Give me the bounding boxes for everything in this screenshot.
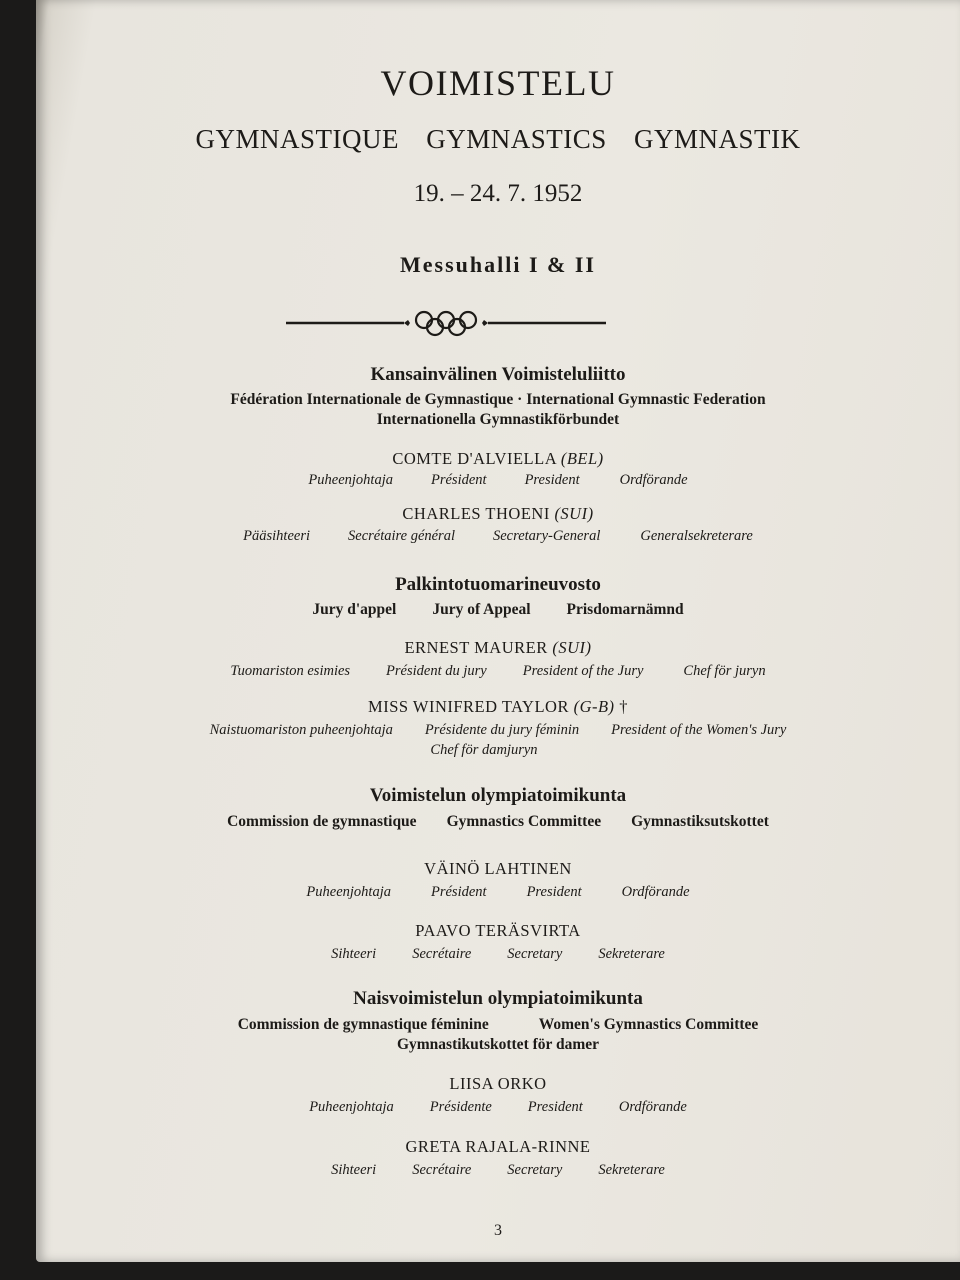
women-committee-person-2-roles (36, 1162, 960, 1179)
committee-person-2-roles (36, 946, 960, 963)
women-committee-person-1-roles (36, 1099, 960, 1116)
venue-title: Messuhalli I & II (400, 252, 596, 277)
women-committee-label-en: Women's Gymnastics Committee (538, 1016, 759, 1033)
person-name: LIISA ORKO (449, 1074, 547, 1093)
jury-person-2 (36, 697, 960, 717)
role-en: Secretary (507, 946, 563, 962)
role-fr: Président (431, 472, 487, 488)
person-country: (SUI) (552, 638, 592, 657)
role-fr: Président du jury (386, 663, 487, 679)
jury-label-fr: Jury d'appel (312, 601, 397, 618)
person-name: VÄINÖ LAHTINEN (424, 859, 572, 878)
page-title: VOIMISTELU (380, 63, 616, 103)
role-fi: Naistuomariston puheenjohtaja (209, 722, 393, 738)
person-name: ERNEST MAURER (404, 638, 548, 657)
document-page (36, 0, 960, 1262)
person-country: (G-B) (573, 697, 615, 716)
women-committee-label-fr: Commission de gymnastique féminine (237, 1016, 489, 1033)
page-subtitle: GYMNASTIQUE GYMNASTICS GYMNASTIK (195, 124, 801, 154)
role-fi: Puheenjohtaja (306, 884, 391, 900)
role-fi: Puheenjohtaja (309, 1099, 394, 1115)
role-sv: Generalsekreterare (640, 528, 753, 544)
jury-heading: Palkintotuomarineuvosto (395, 574, 601, 595)
role-en: President (526, 884, 582, 900)
jury-person-1-roles (36, 663, 960, 680)
role-en: President (524, 472, 580, 488)
women-committee-label-sv: Gymnastikutskottet för damer (396, 1036, 600, 1053)
jury-person-2-role-sv: Chef för damjuryn (430, 742, 538, 758)
role-en: Secretary-General (492, 528, 601, 544)
role-fi: Tuomariston esimies (230, 663, 351, 679)
committee-label-fr: Commission de gymnastique (227, 813, 417, 830)
olympic-rings-icon (286, 308, 606, 338)
event-dates: 19. – 24. 7. 1952 (413, 180, 583, 207)
jury-labels (36, 601, 960, 619)
jury-label-sv: Prisdomarnämnd (566, 601, 684, 618)
jury-person-1 (36, 638, 960, 658)
committee-heading: Voimistelun olympiatoimikunta (369, 785, 627, 806)
role-sv: Sekreterare (598, 946, 665, 962)
committee-label-sv: Gymnastiksutskottet (631, 813, 769, 830)
jury-person-2-roles (36, 722, 960, 739)
federation-person-2-roles (36, 528, 960, 545)
committee-person-1-roles (36, 884, 960, 901)
person-name: PAAVO TERÄSVIRTA (415, 921, 581, 940)
role-sv: Chef för juryn (683, 663, 766, 679)
person-name: CHARLES THOENI (402, 504, 550, 523)
role-sv: Sekreterare (598, 1162, 665, 1178)
person-name: GRETA RAJALA-RINNE (405, 1137, 591, 1156)
role-fr: Présidente du jury féminin (424, 722, 580, 738)
women-committee-heading: Naisvoimistelun olympiatoimikunta (353, 988, 643, 1009)
person-name: COMTE D'ALVIELLA (392, 449, 557, 468)
women-committee-person-2 (36, 1137, 960, 1157)
role-fi: Sihteeri (331, 1162, 377, 1178)
committee-label-en: Gymnastics Committee (446, 813, 602, 830)
role-sv: Ordförande (618, 1099, 687, 1115)
role-fi: Puheenjohtaja (308, 472, 393, 488)
role-en: President of the Jury (522, 663, 644, 679)
role-en: Secretary (507, 1162, 563, 1178)
role-en: President of the Women's Jury (611, 722, 787, 738)
person-name: MISS WINIFRED TAYLOR (368, 697, 569, 716)
role-sv: Ordförande (619, 472, 688, 488)
federation-line-1: Fédération Internationale de Gymnastique · International Gymnastic Federation (230, 391, 766, 408)
federation-person-2 (36, 504, 960, 524)
committee-person-2 (36, 921, 960, 941)
committee-labels (36, 813, 960, 831)
person-country: (SUI) (554, 504, 594, 523)
deceased-mark: † (619, 697, 628, 716)
role-fr: Président (431, 884, 487, 900)
federation-heading: Kansainvälinen Voimisteluliitto (370, 364, 626, 385)
women-committee-person-1 (36, 1074, 960, 1094)
committee-person-1 (36, 859, 960, 879)
role-en: President (527, 1099, 583, 1115)
role-fr: Présidente (429, 1099, 492, 1115)
page-number: 3 (494, 1222, 502, 1239)
federation-person-1-roles (36, 472, 960, 489)
role-fr: Secrétaire (412, 946, 472, 962)
women-committee-labels (36, 1016, 960, 1034)
federation-person-1 (36, 449, 960, 469)
person-country: (BEL) (560, 449, 604, 468)
role-sv: Ordförande (621, 884, 690, 900)
role-fr: Secrétaire (412, 1162, 472, 1178)
jury-label-en: Jury of Appeal (432, 601, 531, 618)
role-fi: Pääsihteeri (243, 528, 311, 544)
role-fi: Sihteeri (331, 946, 377, 962)
role-fr: Secrétaire général (348, 528, 455, 544)
federation-line-2: Internationella Gymnastikförbundet (376, 411, 620, 428)
